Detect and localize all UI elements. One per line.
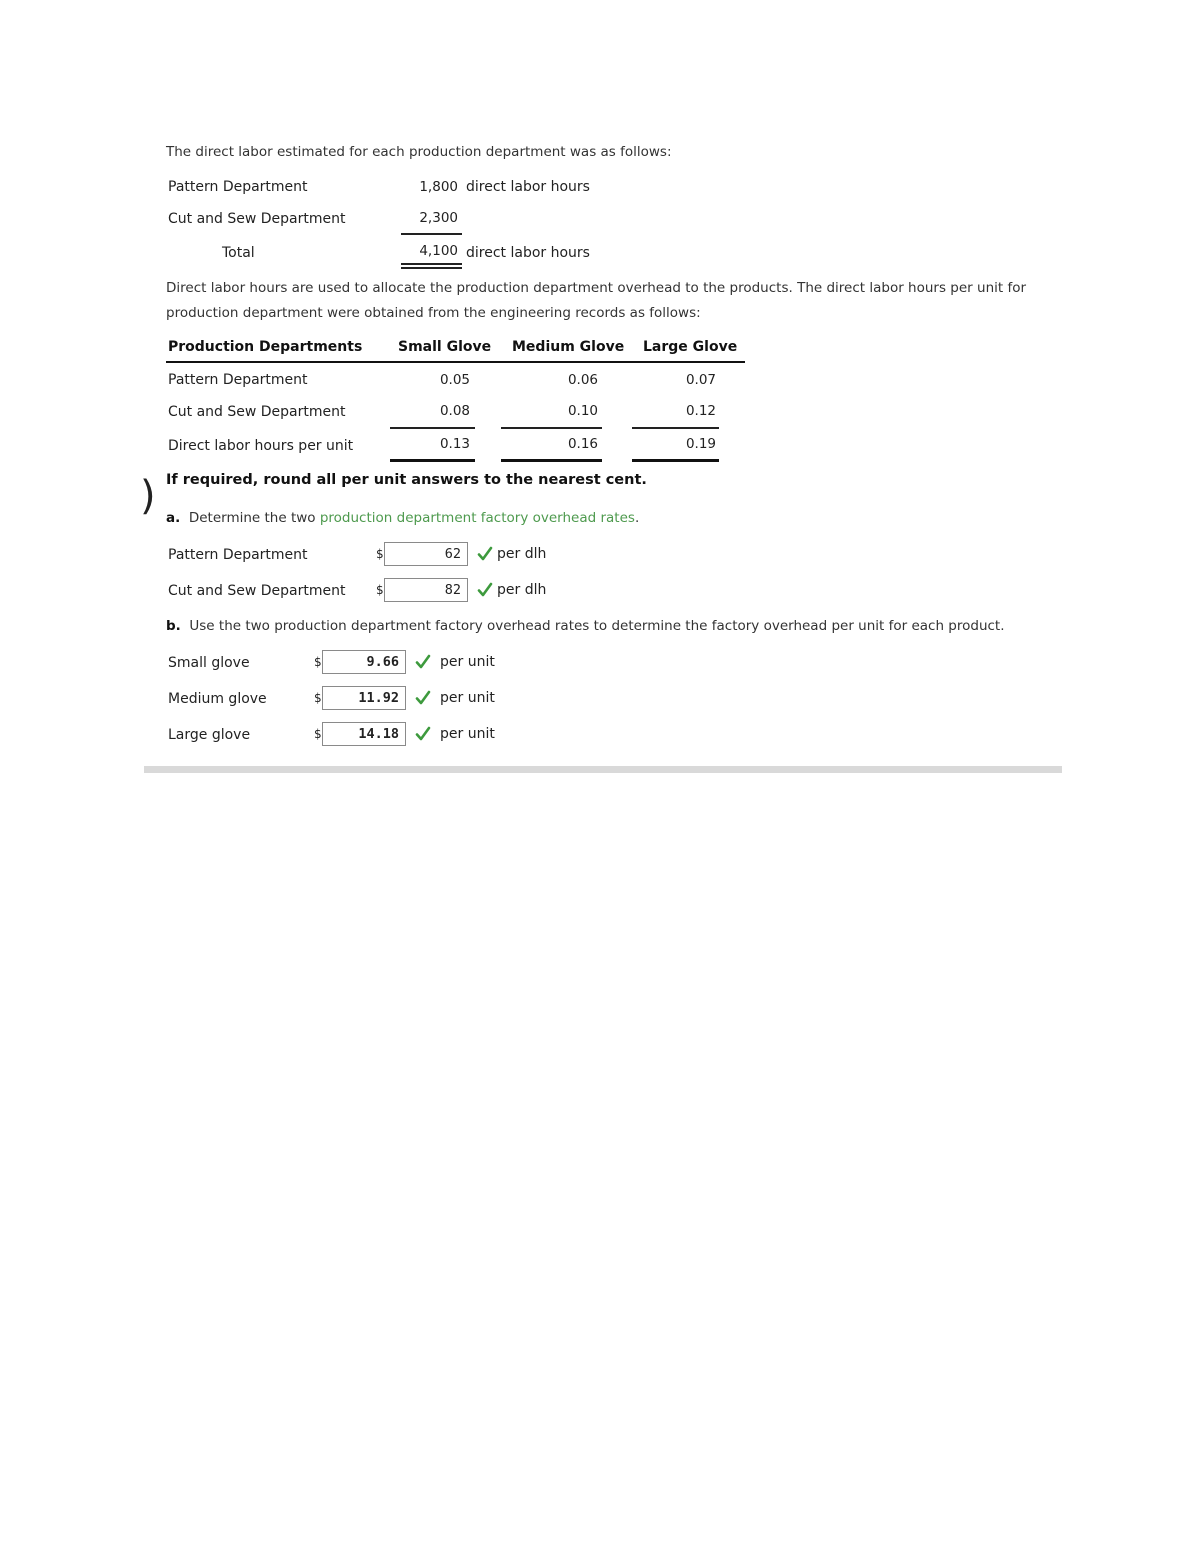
- dlh-cell: 0.06: [567, 372, 598, 388]
- part-a-link[interactable]: production department factory overhead rates: [319, 510, 635, 526]
- check-icon: [477, 582, 493, 598]
- labor-row-value: 2,300: [419, 210, 458, 226]
- horizontal-scrollbar[interactable]: [144, 766, 1062, 773]
- part-a-prompt: [166, 510, 639, 526]
- answer-label: Medium glove: [168, 691, 267, 707]
- subtotal-rule: [401, 233, 462, 235]
- currency-symbol: $: [376, 547, 384, 561]
- check-icon: [477, 546, 493, 562]
- dlh-row-label: Pattern Department: [168, 372, 308, 388]
- dlh-total-rule: [501, 459, 602, 462]
- medium-glove-input[interactable]: 11.92: [322, 686, 406, 710]
- answer-label: Small glove: [168, 655, 250, 671]
- pattern-rate-input[interactable]: 62: [384, 542, 468, 566]
- dlh-row-label: Direct labor hours per unit: [168, 438, 354, 454]
- currency-symbol: $: [376, 583, 384, 597]
- currency-symbol: $: [314, 655, 322, 669]
- total-double-rule-bottom: [401, 267, 462, 269]
- check-icon: [415, 654, 431, 670]
- labor-total-value: 4,100: [419, 243, 458, 259]
- dlh-header-large: Large Glove: [643, 339, 738, 355]
- labor-total-label: Total: [222, 245, 255, 261]
- labor-total-unit: direct labor hours: [466, 245, 590, 261]
- dlh-header-departments: Production Departments: [168, 339, 363, 355]
- intro-text: The direct labor estimated for each production department was as follows:: [166, 144, 672, 160]
- dlh-cell: 0.10: [567, 403, 598, 419]
- part-b-text: Use the two production department factory overhead rates to determine the factory overhead per unit for each product.: [189, 618, 1005, 634]
- part-b-prompt: [166, 618, 1005, 634]
- labor-row-value: 1,800: [419, 179, 458, 195]
- dlh-subtotal-rule: [501, 427, 602, 429]
- dlh-header-medium: Medium Glove: [512, 339, 625, 355]
- small-glove-input[interactable]: 9.66: [322, 650, 406, 674]
- check-icon: [415, 726, 431, 742]
- cut-sew-rate-input[interactable]: 82: [384, 578, 468, 602]
- dlh-total-rule: [390, 459, 475, 462]
- labor-row-label: Pattern Department: [168, 179, 308, 195]
- answer-label: Cut and Sew Department: [168, 583, 346, 599]
- dlh-subtotal-rule: [632, 427, 719, 429]
- dlh-cell: 0.19: [685, 436, 716, 452]
- answer-label: Large glove: [168, 727, 251, 743]
- dlh-cell: 0.13: [439, 436, 470, 452]
- check-icon: [415, 690, 431, 706]
- dlh-cell: 0.12: [685, 403, 716, 419]
- dlh-header-small: Small Glove: [398, 339, 492, 355]
- dlh-total-rule: [632, 459, 719, 462]
- total-double-rule-top: [401, 263, 462, 265]
- answer-unit: per unit: [440, 690, 495, 706]
- labor-row-label: Cut and Sew Department: [168, 211, 346, 227]
- large-glove-input[interactable]: 14.18: [322, 722, 406, 746]
- answer-unit: per unit: [440, 654, 495, 670]
- answer-unit: per dlh: [497, 582, 547, 598]
- answer-label: Pattern Department: [168, 547, 308, 563]
- currency-symbol: $: [314, 727, 322, 741]
- dlh-cell: 0.05: [439, 372, 470, 388]
- dlh-subtotal-rule: [390, 427, 475, 429]
- answer-unit: per unit: [440, 726, 495, 742]
- part-a-text-prefix: Determine the two: [188, 510, 320, 526]
- part-b-letter: b.: [166, 618, 181, 634]
- paren-glyph: ): [140, 473, 156, 519]
- part-a-text-suffix: .: [634, 510, 640, 526]
- rounding-note: If required, round all per unit answers to the nearest cent.: [166, 472, 647, 488]
- dlh-header-rule: [166, 361, 745, 363]
- currency-symbol: $: [314, 691, 322, 705]
- dlh-cell: 0.07: [685, 372, 716, 388]
- dlh-row-label: Cut and Sew Department: [168, 404, 346, 420]
- dlh-cell: 0.16: [567, 436, 598, 452]
- answer-unit: per dlh: [497, 546, 547, 562]
- dlh-cell: 0.08: [439, 403, 470, 419]
- allocation-paragraph: Direct labor hours are used to allocate the production department overhead to the products. The direct labor hours per unit for production department were obtained from the engineering records as follows:: [166, 280, 1027, 321]
- part-a-letter: a.: [166, 510, 181, 526]
- labor-row-unit: direct labor hours: [466, 179, 590, 195]
